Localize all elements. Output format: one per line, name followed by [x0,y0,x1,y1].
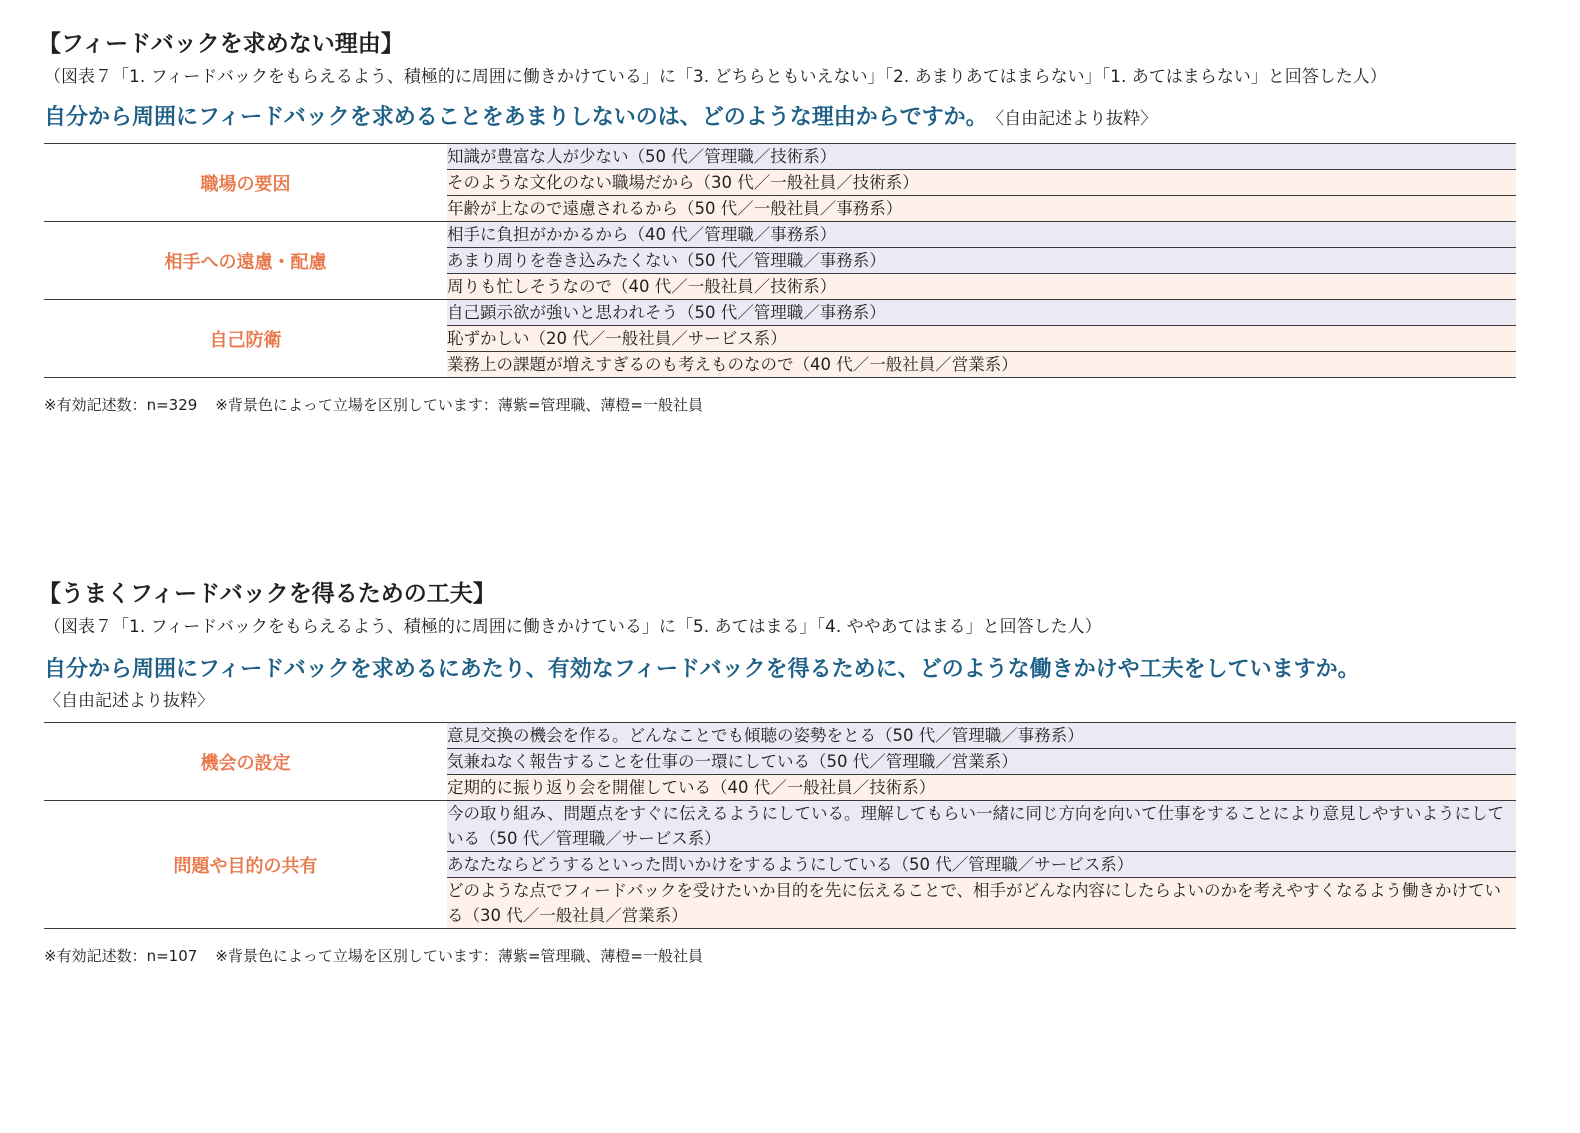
question-text: 自分から周囲にフィードバックを求めるにあたり、有効なフィードバックを得るために、どのような働きかけや工夫をしていますか。 [44,657,1360,682]
response-item: 相手に負担がかかるから（40 代／管理職／事務系） [447,222,1516,248]
question-heading [44,654,1534,686]
footnote-legend: ※背景色によって立場を区別しています：薄紫=管理職、薄橙=一般社員 [215,396,703,414]
response-item: 年齢が上なので遠慮されるから（50 代／一般社員／事務系） [447,196,1516,222]
response-item: 業務上の課題が増えすぎるのも考えものなので（40 代／一般社員／営業系） [447,352,1516,378]
reasons-table [44,143,1516,378]
tips-table [44,722,1516,929]
section-title: 【フィードバックを求めない理由】 [38,31,404,57]
section-subtitle: （図表７「1. フィードバックをもらえるよう、積極的に周囲に働きかけている」に「5. あてはまる」「4. ややあてはまる」と回答した人） [44,617,1102,637]
section-reasons [38,28,1534,416]
category-group [44,801,1516,929]
response-item: 知識が豊富な人が少ない（50 代／管理職／技術系） [447,144,1516,170]
section-tips [38,578,1534,967]
footnote [44,394,1534,416]
response-item: 気兼ねなく報告することを仕事の一環にしている（50 代／管理職／営業系） [447,749,1516,775]
table-row [44,222,1516,248]
category-label: 職場の要因 [44,144,447,222]
response-item: 周りも忙しそうなので（40 代／一般社員／技術系） [447,274,1516,300]
response-item: どのような点でフィードバックを受けたいか目的を先に伝えることで、相手がどんな内容にしたらよいのかを考えやすくなるよう働きかけている（30 代／一般社員／営業系） [447,878,1516,929]
response-item: 恥ずかしい（20 代／一般社員／サービス系） [447,326,1516,352]
category-label: 相手への遠慮・配慮 [44,222,447,300]
response-item: 今の取り組み、問題点をすぐに伝えるようにしている。理解してもらい一緒に同じ方向を向いて仕事をすることにより意見しやすいようにしている（50 代／管理職／サービス系） [447,801,1516,852]
response-item: そのような文化のない職場だから（30 代／一般社員／技術系） [447,170,1516,196]
category-group [44,222,1516,300]
category-group [44,144,1516,222]
question-heading [44,102,1534,135]
question-text: 自分から周囲にフィードバックを求めることをあまりしないのは、どのような理由からですか。 [44,105,988,130]
table-row [44,723,1516,749]
footnote-count: ※有効記述数：n=329 [44,396,198,414]
response-item: あまり周りを巻き込みたくない（50 代／管理職／事務系） [447,248,1516,274]
footnote-count: ※有効記述数：n=107 [44,947,198,965]
footnote [44,945,1534,967]
category-group [44,723,1516,801]
section-title: 【うまくフィードバックを得るための工夫】 [38,581,496,607]
table-row [44,300,1516,326]
question-note: 〈自由記述より抜粋〉 [44,691,214,711]
category-label: 自己防衛 [44,300,447,378]
table-row [44,144,1516,170]
response-item: 意見交換の機会を作る。どんなことでも傾聴の姿勢をとる（50 代／管理職／事務系） [447,723,1516,749]
response-item: 自己顕示欲が強いと思われそう（50 代／管理職／事務系） [447,300,1516,326]
response-item: 定期的に振り返り会を開催している（40 代／一般社員／技術系） [447,775,1516,801]
footnote-legend: ※背景色によって立場を区別しています：薄紫=管理職、薄橙=一般社員 [215,947,703,965]
section-subtitle: （図表７「1. フィードバックをもらえるよう、積極的に周囲に働きかけている」に「3. どちらともいえない」「2. あまりあてはまらない」「1. あてはまらない」と回答した人） [44,67,1387,87]
category-label: 機会の設定 [44,723,447,801]
table-row [44,801,1516,852]
category-label: 問題や目的の共有 [44,801,447,929]
category-group [44,300,1516,378]
response-item: あなたならどうするといった問いかけをするようにしている（50 代／管理職／サービス系） [447,852,1516,878]
question-note: 〈自由記述より抜粋〉 [995,109,1158,129]
